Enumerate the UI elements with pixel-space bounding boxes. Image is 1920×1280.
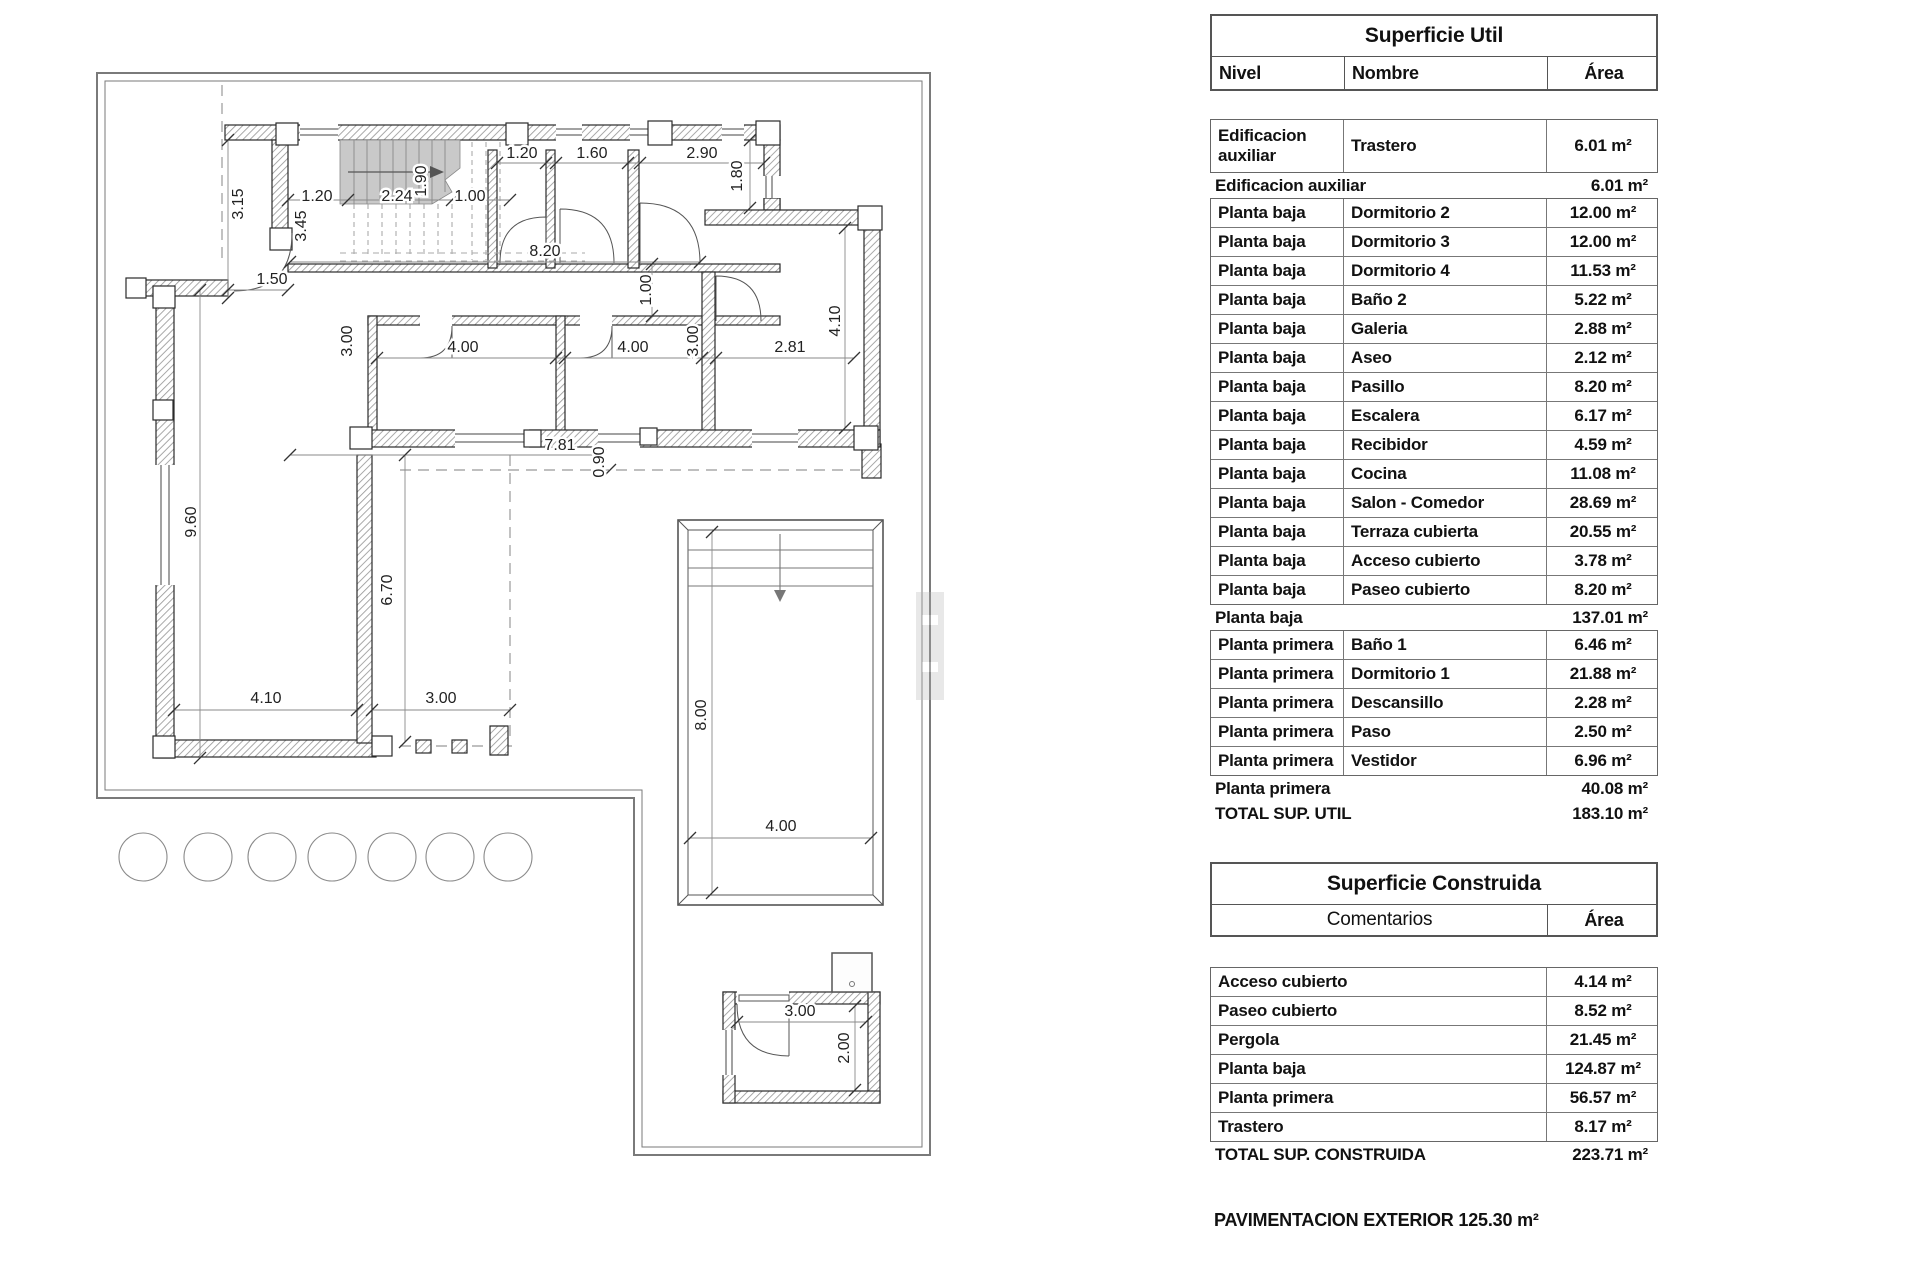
area-cell: 2.50 m² xyxy=(1546,718,1659,746)
nombre-cell: Escalera xyxy=(1343,402,1546,430)
comentario-cell: Pergola xyxy=(1218,1030,1279,1049)
tree-circle xyxy=(119,833,167,881)
area-cell: 12.00 m² xyxy=(1546,199,1659,227)
nivel-cell: Planta primera xyxy=(1218,635,1334,654)
table-row xyxy=(1211,631,1657,659)
tree-circle xyxy=(308,833,356,881)
nombre-cell: Baño 1 xyxy=(1343,631,1546,659)
nombre-cell: Paseo cubierto xyxy=(1343,576,1546,604)
table-row xyxy=(1211,120,1657,172)
area-cell: 28.69 m² xyxy=(1546,489,1659,517)
subtotal-area: 40.08 m² xyxy=(1581,778,1648,798)
subtotal-area: 137.01 m² xyxy=(1572,607,1648,627)
comentario-cell: Planta primera xyxy=(1218,1088,1334,1107)
area-cell: 4.14 m² xyxy=(1546,968,1659,996)
tree-circles xyxy=(119,833,532,881)
area-cell: 11.08 m² xyxy=(1546,460,1659,488)
nombre-cell: Dormitorio 1 xyxy=(1343,660,1546,688)
table-row xyxy=(1211,659,1657,688)
nivel-cell: Planta baja xyxy=(1218,551,1306,570)
area-cell: 8.17 m² xyxy=(1546,1113,1659,1141)
nombre-cell: Trastero xyxy=(1343,120,1546,172)
nombre-cell: Vestidor xyxy=(1343,747,1546,775)
nivel-cell: Planta primera xyxy=(1218,722,1334,741)
nivel-cell: Planta baja xyxy=(1218,290,1306,309)
superficie-util-columns xyxy=(1212,57,1656,89)
area-cell: 3.78 m² xyxy=(1546,547,1659,575)
table-row xyxy=(1211,256,1657,285)
area-cell: 124.87 m² xyxy=(1546,1055,1659,1083)
nombre-cell: Acceso cubierto xyxy=(1343,547,1546,575)
nivel-cell: Planta baja xyxy=(1218,406,1306,425)
table-row xyxy=(1211,227,1657,256)
dimension-label: 2.00 xyxy=(836,1032,853,1064)
area-cell: 21.45 m² xyxy=(1546,1026,1659,1054)
total-row xyxy=(1210,801,1658,826)
dimension-label: 3.00 xyxy=(425,690,457,707)
area-cell: 4.59 m² xyxy=(1546,431,1659,459)
nivel-cell: Planta baja xyxy=(1218,261,1306,280)
table-row xyxy=(1211,688,1657,717)
dimension-label: 0.90 xyxy=(591,446,608,478)
table-row xyxy=(1211,1054,1657,1083)
col-area: Área xyxy=(1547,905,1660,935)
total-construida-row xyxy=(1210,1142,1658,1167)
nivel-cell: Planta primera xyxy=(1218,751,1334,770)
nivel-cell: Planta baja xyxy=(1218,232,1306,251)
nivel-cell: Planta primera xyxy=(1218,664,1334,683)
col-nombre: Nombre xyxy=(1344,57,1547,89)
col-nivel: Nivel xyxy=(1219,62,1262,83)
superficie-construida-rows xyxy=(1210,967,1658,1142)
tree-circle xyxy=(248,833,296,881)
nombre-cell: Dormitorio 3 xyxy=(1343,228,1546,256)
area-cell: 6.96 m² xyxy=(1546,747,1659,775)
dimension-label: 4.00 xyxy=(447,339,479,356)
table-row xyxy=(1211,746,1657,775)
nombre-cell: Paso xyxy=(1343,718,1546,746)
nombre-cell: Aseo xyxy=(1343,344,1546,372)
dimension-label: 2.90 xyxy=(686,145,718,162)
watermark xyxy=(916,592,944,700)
area-cell: 20.55 m² xyxy=(1546,518,1659,546)
nivel-cell: Planta baja xyxy=(1218,319,1306,338)
dimension-label: 4.00 xyxy=(617,339,649,356)
superficie-util-rows xyxy=(1210,119,1658,826)
dimension-label: 7.81 xyxy=(544,437,576,454)
col-area: Área xyxy=(1547,57,1660,89)
table-row xyxy=(1211,459,1657,488)
dimension-label: 3.00 xyxy=(685,325,702,357)
dimension-label: 1.20 xyxy=(506,145,538,162)
table-row xyxy=(1211,1025,1657,1054)
nombre-cell: Descansillo xyxy=(1343,689,1546,717)
nivel-cell: Planta baja xyxy=(1218,348,1306,367)
dimension-label: 1.00 xyxy=(638,274,655,306)
area-cell: 2.12 m² xyxy=(1546,344,1659,372)
table-row xyxy=(1211,546,1657,575)
subtotal-area: 183.10 m² xyxy=(1572,803,1648,823)
nombre-cell: Baño 2 xyxy=(1343,286,1546,314)
nivel-cell: Planta baja xyxy=(1218,493,1306,512)
dimension-label: 4.10 xyxy=(827,305,844,337)
area-cell: 21.88 m² xyxy=(1546,660,1659,688)
total-construida-label: TOTAL SUP. CONSTRUIDA xyxy=(1215,1144,1426,1164)
table-row xyxy=(1211,430,1657,459)
area-cell: 6.46 m² xyxy=(1546,631,1659,659)
subtotal-row xyxy=(1210,776,1658,801)
nombre-cell: Terraza cubierta xyxy=(1343,518,1546,546)
subtotal-row xyxy=(1210,605,1658,630)
dimension-label: 3.00 xyxy=(784,1003,816,1020)
nivel-cell: Planta baja xyxy=(1218,377,1306,396)
comentario-cell: Acceso cubierto xyxy=(1218,972,1348,991)
table-row xyxy=(1211,996,1657,1025)
dimension-label: 6.70 xyxy=(379,574,396,606)
area-cell: 11.53 m² xyxy=(1546,257,1659,285)
dimension-label: 4.10 xyxy=(250,690,282,707)
table-row xyxy=(1211,1083,1657,1112)
subtotal-label: Planta primera xyxy=(1215,778,1331,798)
dimension-label: 2.24 xyxy=(381,188,413,205)
nombre-cell: Dormitorio 4 xyxy=(1343,257,1546,285)
nivel-cell: Planta baja xyxy=(1218,203,1306,222)
dimension-label: 1.60 xyxy=(576,145,608,162)
area-cell: 56.57 m² xyxy=(1546,1084,1659,1112)
trastero-door-leaf xyxy=(739,995,789,1001)
table-row xyxy=(1211,517,1657,546)
superficie-util-title: Superficie Util xyxy=(1212,16,1656,57)
table-row xyxy=(1211,314,1657,343)
dimension-label: 1.20 xyxy=(301,188,333,205)
dimension-label: 1.80 xyxy=(729,160,746,192)
area-cell: 8.52 m² xyxy=(1546,997,1659,1025)
nivel-cell: Planta baja xyxy=(1218,580,1306,599)
nivel-cell: Planta primera xyxy=(1218,693,1334,712)
nombre-cell: Salon - Comedor xyxy=(1343,489,1546,517)
dimension-label: 8.00 xyxy=(693,699,710,731)
table-row xyxy=(1211,968,1657,996)
area-cell: 2.28 m² xyxy=(1546,689,1659,717)
table-row xyxy=(1211,575,1657,604)
area-cell: 5.22 m² xyxy=(1546,286,1659,314)
superficie-util-header xyxy=(1210,14,1658,91)
table-row xyxy=(1211,488,1657,517)
table-row xyxy=(1211,343,1657,372)
nombre-cell: Cocina xyxy=(1343,460,1546,488)
comentario-cell: Paseo cubierto xyxy=(1218,1001,1338,1020)
comentario-cell: Trastero xyxy=(1218,1117,1284,1136)
dimension-label: 9.60 xyxy=(183,506,200,538)
nivel-cell: Planta baja xyxy=(1218,464,1306,483)
superficie-construida-title: Superficie Construida xyxy=(1212,864,1656,905)
nombre-cell: Pasillo xyxy=(1343,373,1546,401)
area-cell: 12.00 m² xyxy=(1546,228,1659,256)
superficie-construida-columns xyxy=(1212,905,1656,935)
col-comentarios: Comentarios xyxy=(1326,909,1433,930)
subtotal-label: Edificacion auxiliar xyxy=(1215,175,1366,195)
table-row xyxy=(1211,372,1657,401)
area-cell: 6.01 m² xyxy=(1546,120,1659,172)
nivel-cell: Planta baja xyxy=(1218,522,1306,541)
dimension-label: 1.00 xyxy=(454,188,486,205)
dimension-label: 3.45 xyxy=(293,210,310,242)
nombre-cell: Recibidor xyxy=(1343,431,1546,459)
table-row xyxy=(1211,285,1657,314)
tree-circle xyxy=(426,833,474,881)
shower-unit xyxy=(832,953,872,992)
superficie-construida-header xyxy=(1210,862,1658,937)
dimension-label: 2.81 xyxy=(774,339,806,356)
table-row xyxy=(1211,1112,1657,1141)
nivel-cell: Edificacion auxiliar xyxy=(1218,126,1307,165)
dimension-label: 1.50 xyxy=(256,271,288,288)
table-row xyxy=(1211,401,1657,430)
dimension-label: 1.90 xyxy=(413,165,430,197)
subtotal-label: TOTAL SUP. UTIL xyxy=(1215,803,1352,823)
superficie-construida-table xyxy=(1210,862,1658,1167)
tree-circle xyxy=(484,833,532,881)
area-cell: 2.88 m² xyxy=(1546,315,1659,343)
pavimentacion-note: PAVIMENTACION EXTERIOR 125.30 m² xyxy=(1214,1210,1539,1230)
subtotal-area: 6.01 m² xyxy=(1590,175,1648,195)
nombre-cell: Dormitorio 2 xyxy=(1343,199,1546,227)
area-cell: 8.20 m² xyxy=(1546,576,1659,604)
area-cell: 8.20 m² xyxy=(1546,373,1659,401)
comentario-cell: Planta baja xyxy=(1218,1059,1306,1078)
subtotal-label: Planta baja xyxy=(1215,607,1303,627)
subtotal-row xyxy=(1210,173,1658,198)
dimension-label: 3.00 xyxy=(339,325,356,357)
tree-circle xyxy=(184,833,232,881)
dimension-label: 4.00 xyxy=(765,818,797,835)
superficie-util-table xyxy=(1210,14,1658,826)
nivel-cell: Planta baja xyxy=(1218,435,1306,454)
table-row xyxy=(1211,199,1657,227)
total-construida-area: 223.71 m² xyxy=(1572,1144,1648,1164)
dimension-label: 3.15 xyxy=(230,188,247,220)
dimension-labels xyxy=(183,145,853,1064)
table-row xyxy=(1211,717,1657,746)
tree-circle xyxy=(368,833,416,881)
nombre-cell: Galeria xyxy=(1343,315,1546,343)
area-cell: 6.17 m² xyxy=(1546,402,1659,430)
dimension-label: 8.20 xyxy=(529,243,561,260)
walls xyxy=(128,125,881,1103)
